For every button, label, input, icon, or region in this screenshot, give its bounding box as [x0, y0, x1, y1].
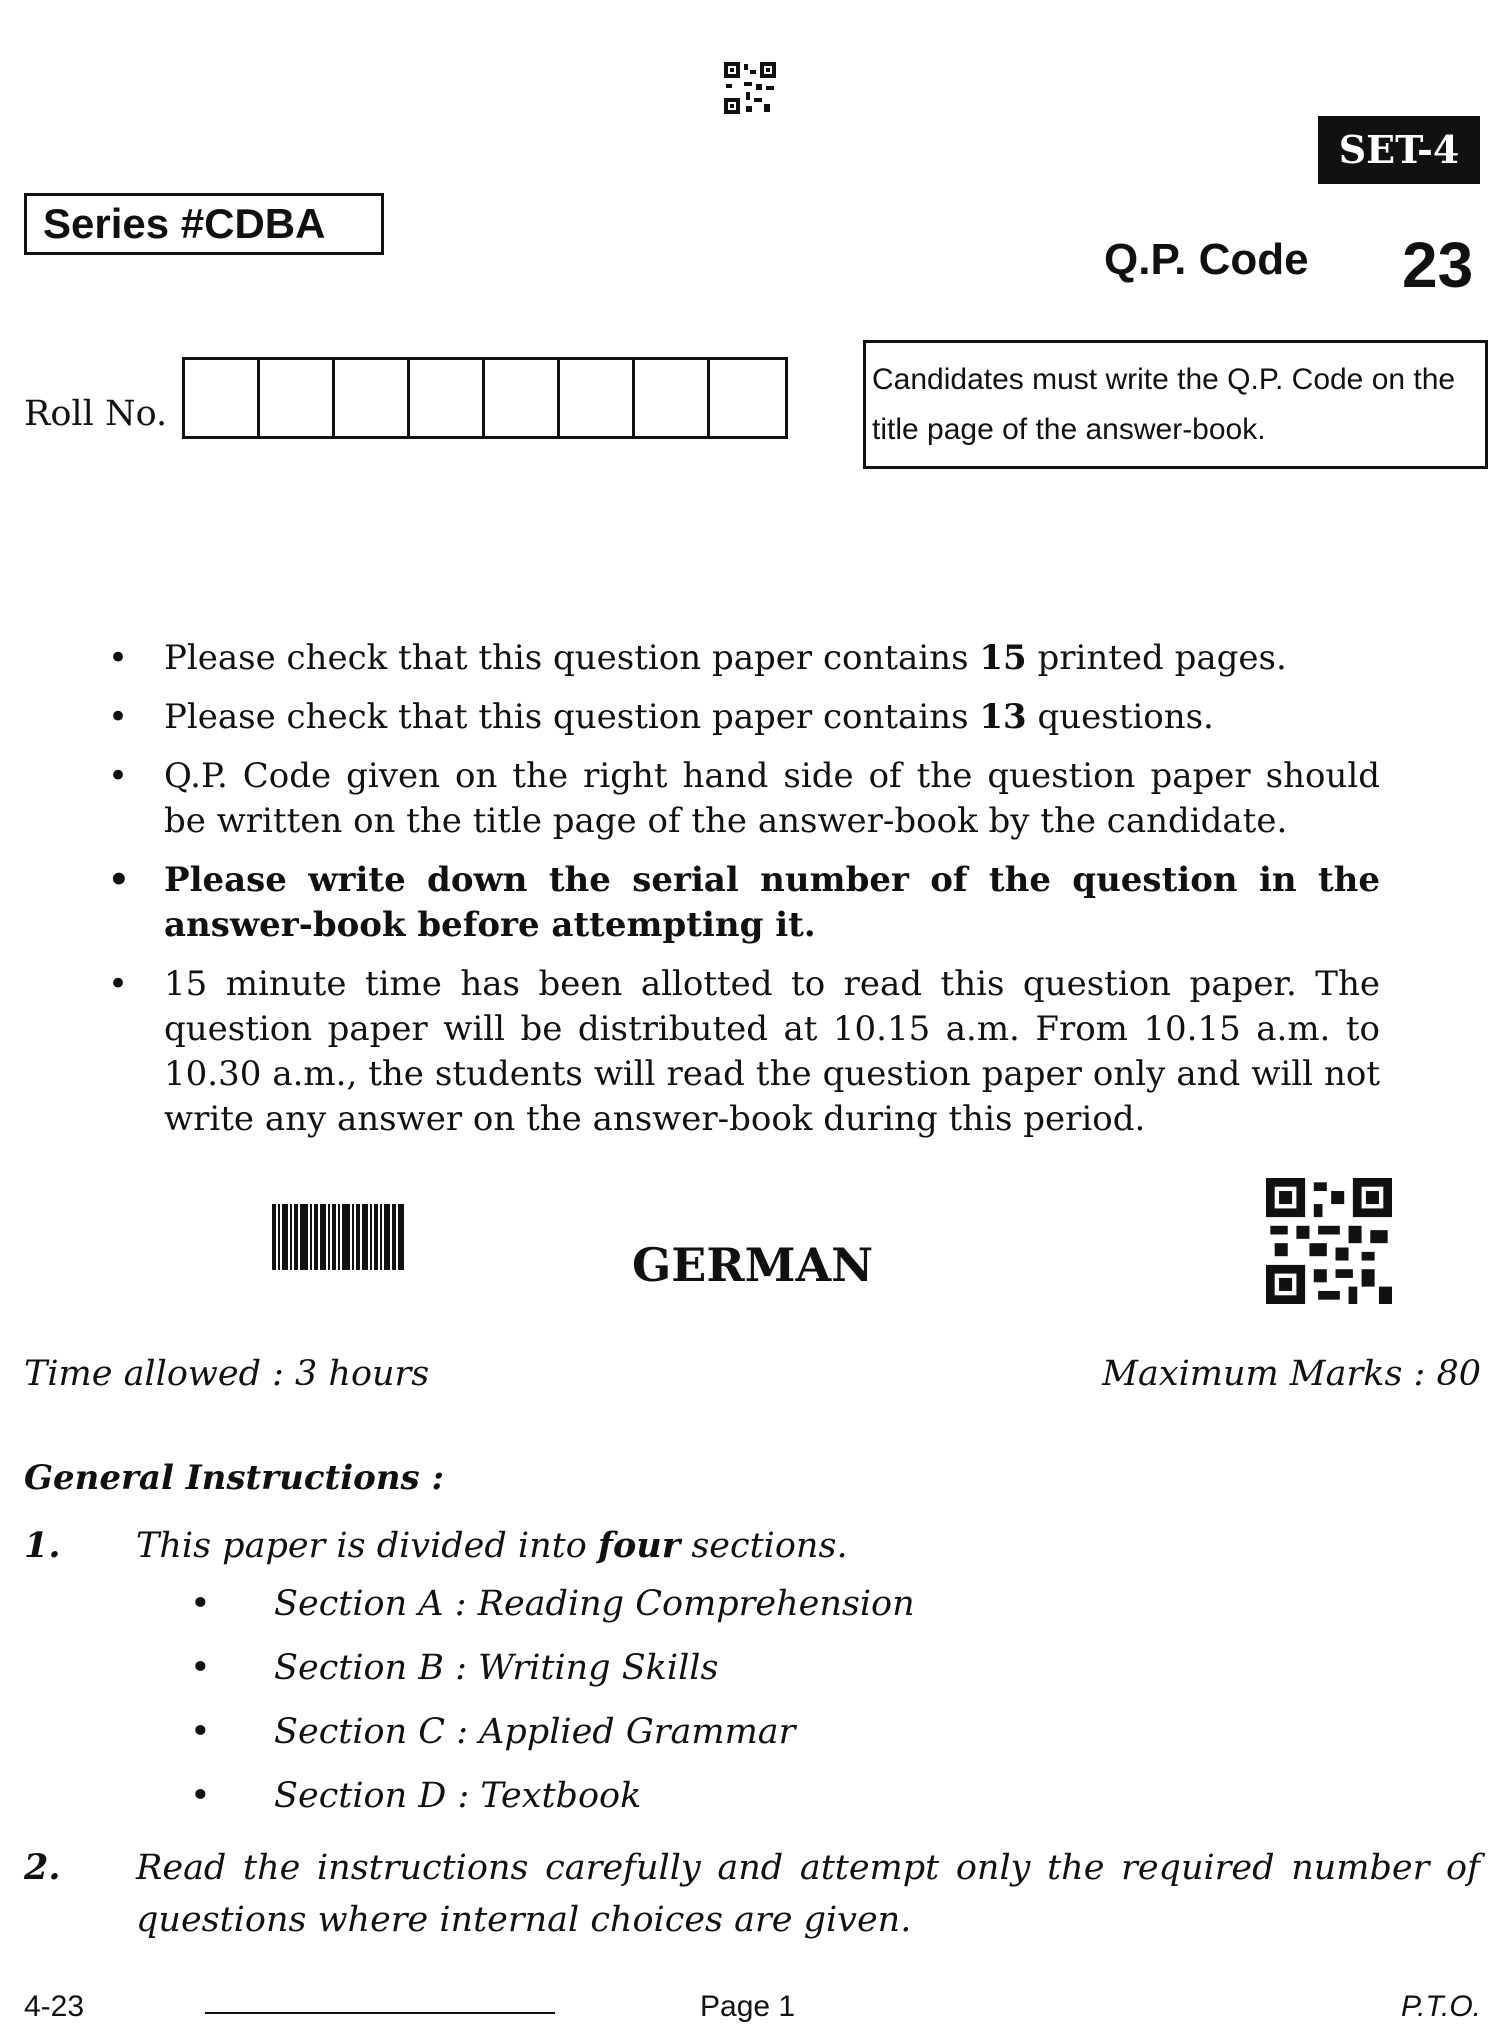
series-label: Series #CDBA	[24, 193, 384, 255]
qr-code-icon	[1266, 1178, 1392, 1304]
section-item: • Section B : Writing Skills	[24, 1636, 1480, 1700]
item-number: 1.	[24, 1525, 61, 1566]
qp-code-note: Candidates must write the Q.P. Code on the title page of the answer-book.	[863, 340, 1488, 469]
qr-code-icon	[722, 60, 778, 116]
roll-no-digit-box	[185, 360, 260, 436]
item-number: 2.	[24, 1847, 61, 1888]
item-text: Read the instructions carefully and attempt only the required number of questions where internal choices are given.	[136, 1848, 1480, 1940]
pto-label: P.T.O.	[1400, 1990, 1481, 2023]
maximum-marks: Maximum Marks : 80	[1102, 1354, 1481, 1394]
set-label: SET-4	[1318, 116, 1480, 184]
qp-code-label: Q.P. Code	[1104, 235, 1309, 284]
page-number: Page 1	[700, 1990, 796, 2023]
subject-title: GERMAN	[632, 1238, 874, 1292]
time-allowed: Time allowed : 3 hours	[24, 1354, 430, 1394]
candidate-instructions	[108, 636, 1380, 1156]
roll-no-digit-box	[410, 360, 485, 436]
roll-no-digit-box	[560, 360, 635, 436]
paper-code: 4-23	[24, 1990, 85, 2023]
general-instructions-list	[24, 1520, 1480, 1946]
instruction-item: • Please check that this question paper contains 15 printed pages.	[108, 636, 1380, 681]
general-instruction-item	[24, 1842, 1480, 1946]
roll-no-boxes	[182, 357, 788, 439]
roll-no-digit-box	[710, 360, 785, 436]
roll-no-label: Roll No.	[24, 394, 168, 434]
roll-no-digit-box	[260, 360, 335, 436]
roll-no-digit-box	[485, 360, 560, 436]
barcode-icon	[272, 1204, 404, 1270]
instruction-item: • 15 minute time has been allotted to read this question paper. The question paper will be distributed at 10.15 a.m. From 10.15 a.m. to 10.30 a.m., the students will read the question paper only and will not write any answer on the answer-book during this period.	[108, 962, 1380, 1142]
general-instruction-item	[24, 1520, 1480, 1572]
footer-divider	[205, 2012, 555, 2014]
section-item: • Section C : Applied Grammar	[24, 1700, 1480, 1764]
item-text: This paper is divided into four sections.	[136, 1525, 848, 1566]
qp-code-value: 23	[1402, 229, 1474, 301]
section-item: • Section D : Textbook	[24, 1764, 1480, 1828]
instruction-item: • Q.P. Code given on the right hand side of the question paper should be written on the title page of the answer-book by the candidate.	[108, 754, 1380, 844]
general-instructions-heading: General Instructions :	[24, 1458, 445, 1498]
section-item: • Section A : Reading Comprehension	[24, 1572, 1480, 1636]
roll-no-digit-box	[635, 360, 710, 436]
instruction-item: • Please write down the serial number of the question in the answer-book before attempting it.	[108, 858, 1380, 948]
instruction-item: • Please check that this question paper contains 13 questions.	[108, 695, 1380, 740]
roll-no-digit-box	[335, 360, 410, 436]
